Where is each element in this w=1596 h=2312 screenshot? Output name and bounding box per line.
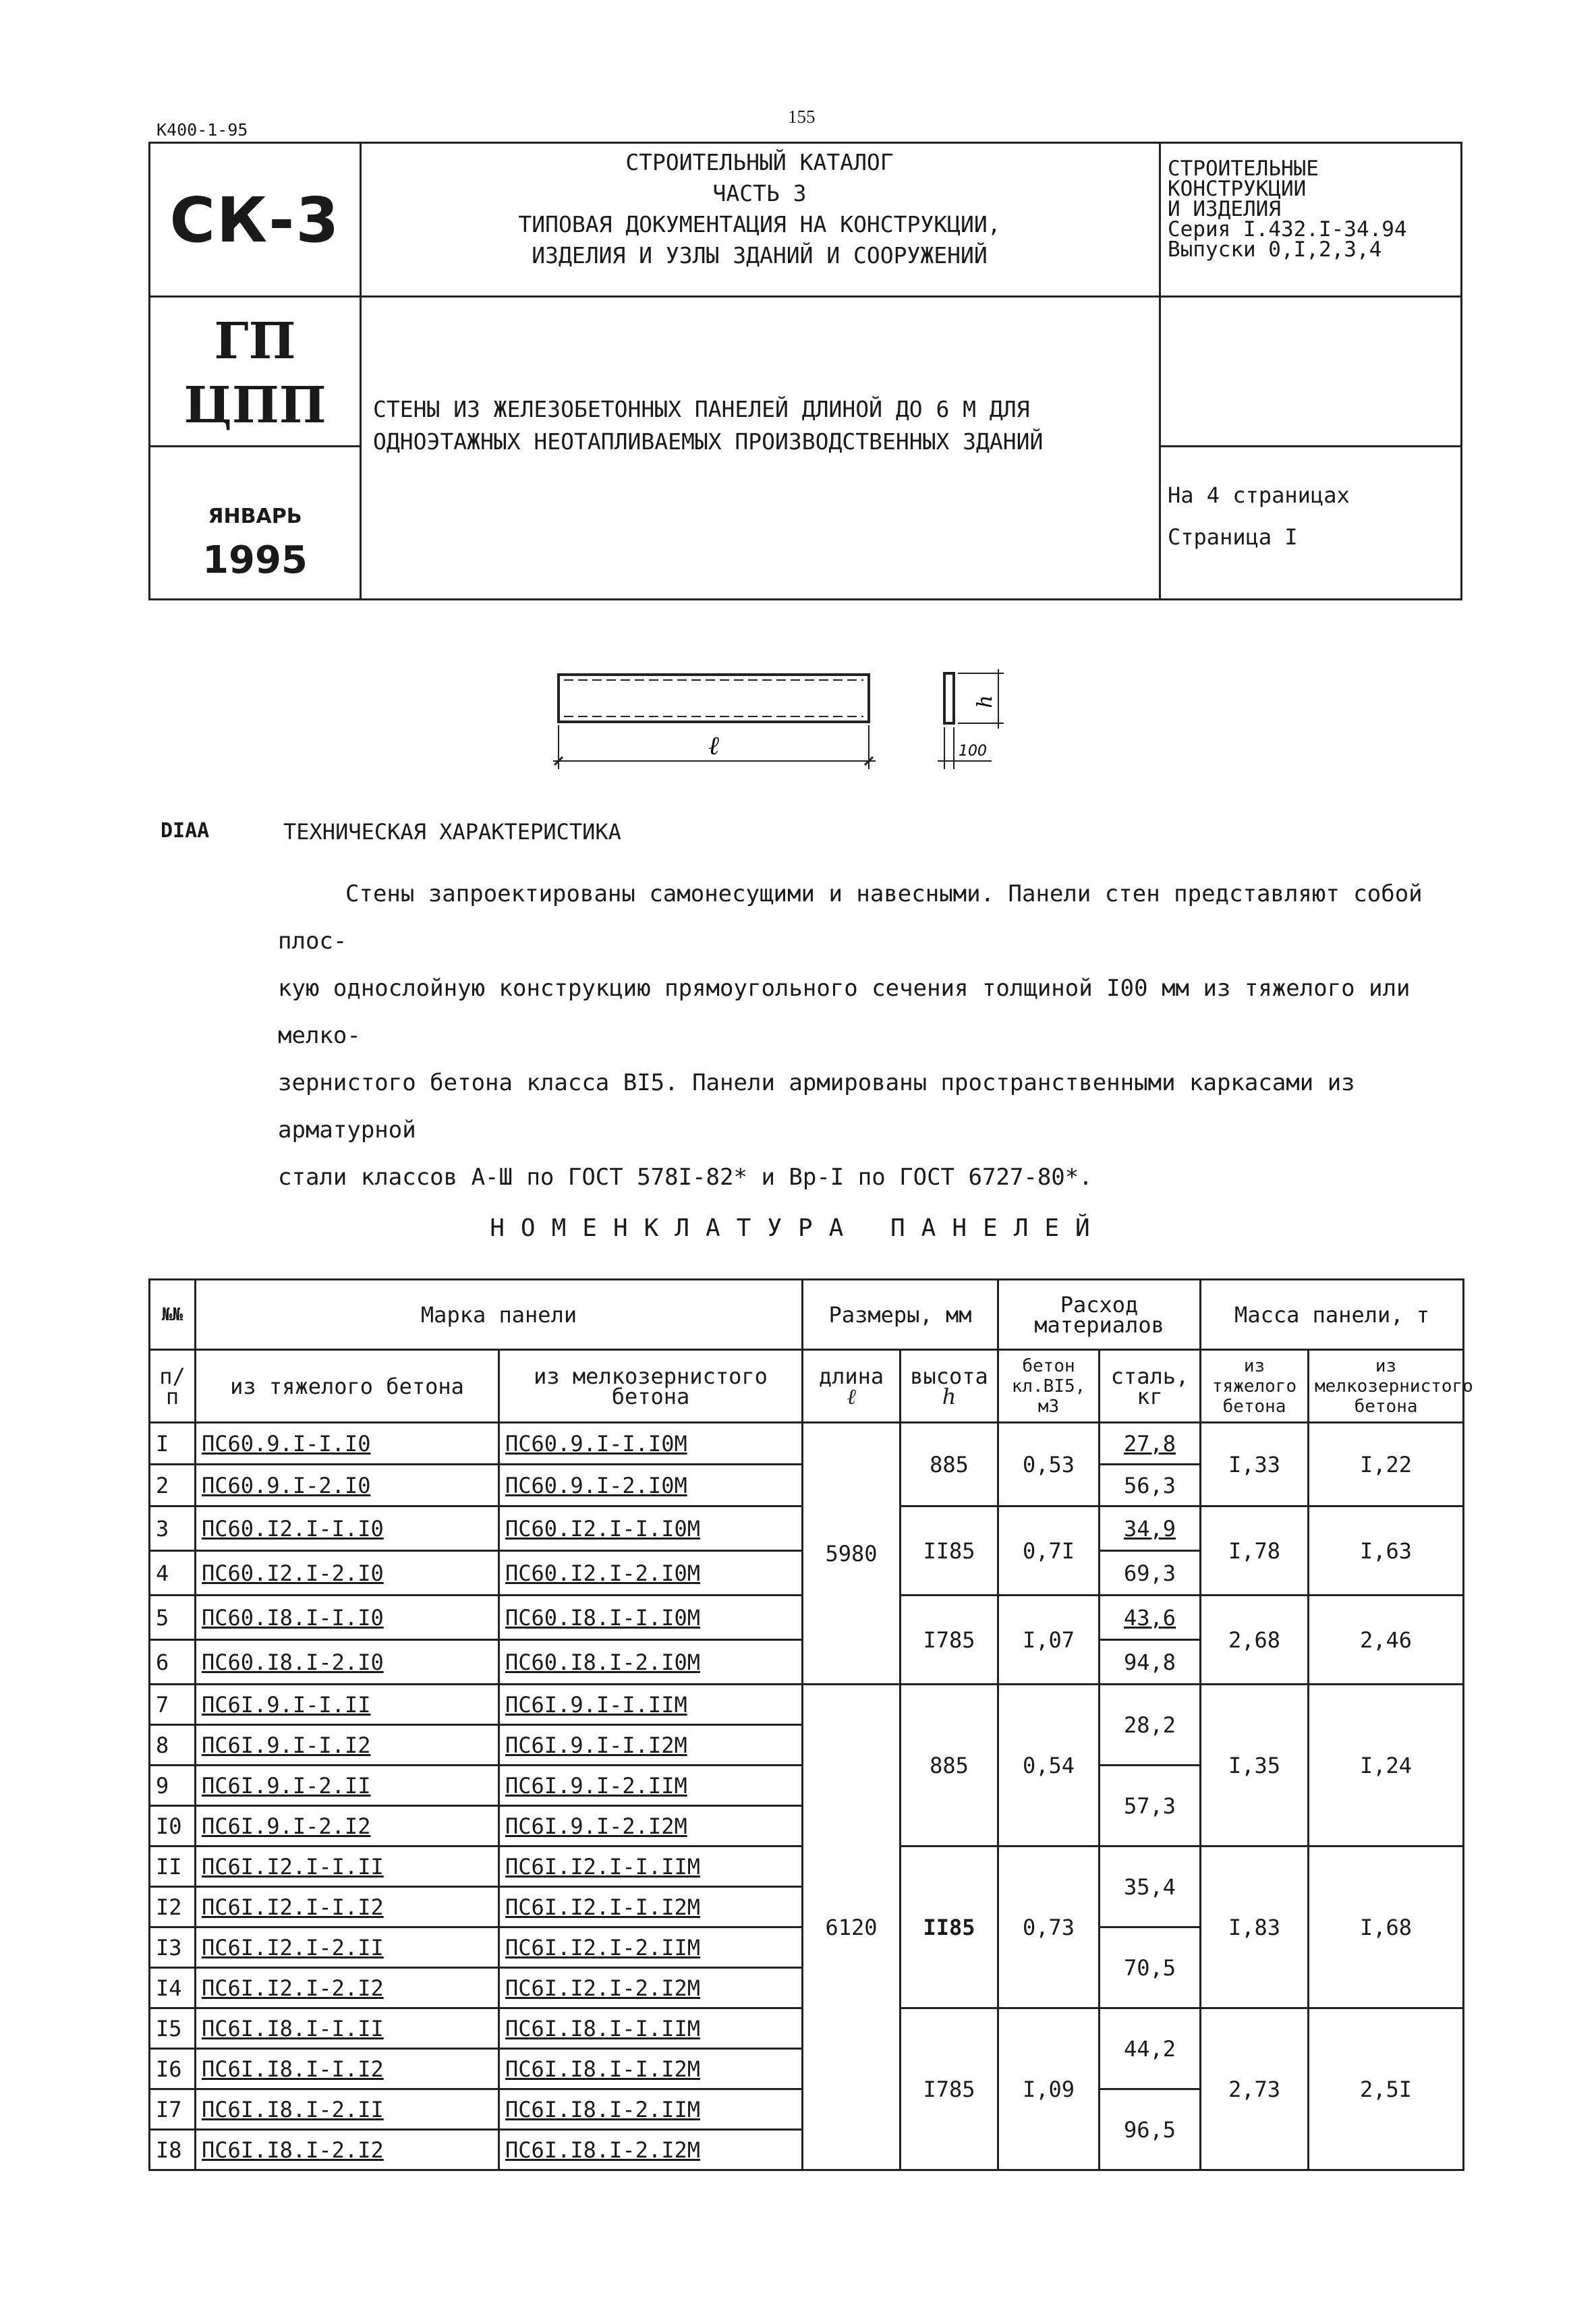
series-line: СТРОИТЕЛЬНЫЕ xyxy=(1168,157,1319,181)
document-code: К400-1-95 xyxy=(156,120,248,140)
catalog-line: ТИПОВАЯ ДОКУМЕНТАЦИЯ НА КОНСТРУКЦИИ, xyxy=(518,211,1001,237)
table-row: I0 ПС6I.9.I-2.I2 ПС6I.9.I-2.I2М xyxy=(150,1806,1464,1846)
table-row: 7 ПС6I.9.I-I.II ПС6I.9.I-I.IIМ 6120 885 0,54 28,2 I,35 I,24 xyxy=(150,1685,1464,1725)
title-line: ОДНОЭТАЖНЫХ НЕОТАПЛИВАЕМЫХ ПРОИЗВОДСТВЕННЫХ ЗДАНИЙ xyxy=(373,428,1044,455)
table-row: 3 ПС60.I2.I-I.I0 ПС60.I2.I-I.I0М II85 0,7I 34,9 I,78 I,63 xyxy=(150,1506,1464,1551)
organization-line2: ЦПП xyxy=(183,376,326,434)
table-row: II ПС6I.I2.I-I.II ПС6I.I2.I-I.IIМ II85 0,73 35,4 I,83 I,68 xyxy=(150,1846,1464,1887)
header-number-pp: п/п xyxy=(150,1350,196,1423)
series-line: И ИЗДЕЛИЯ xyxy=(1168,197,1281,221)
technical-description xyxy=(278,870,1458,1201)
panel-section xyxy=(944,673,954,723)
table-row: I ПС60.9.I-I.I0 ПС60.9.I-I.I0М 5980 885 0,53 27,8 I,33 I,22 xyxy=(150,1423,1464,1465)
header-heavy: из тяжелого бетона xyxy=(196,1350,499,1423)
length-label: ℓ xyxy=(708,731,719,760)
table-row: 4 ПС60.I2.I-2.I0 ПС60.I2.I-2.I0М 69,3 xyxy=(150,1551,1464,1596)
table-row: I8 ПС6I.I8.I-2.I2 ПС6I.I8.I-2.I2М xyxy=(150,2130,1464,2170)
table-row: I4 ПС6I.I2.I-2.I2 ПС6I.I2.I-2.I2М xyxy=(150,1968,1464,2008)
table-row: I7 ПС6I.I8.I-2.II ПС6I.I8.I-2.IIМ 96,5 xyxy=(150,2089,1464,2130)
length-cell: 5980 xyxy=(803,1423,901,1685)
table-title: НОМЕНКЛАТУРА ПАНЕЛЕЙ xyxy=(490,1214,1106,1242)
table-row: I3 ПС6I.I2.I-2.II ПС6I.I2.I-2.IIМ 70,5 xyxy=(150,1927,1464,1968)
table-row: 6 ПС60.I8.I-2.I0 ПС60.I8.I-2.I0М 94,8 xyxy=(150,1640,1464,1685)
issue-year: 1995 xyxy=(202,538,308,582)
height-label: h xyxy=(973,695,997,708)
header-mass: Масса панели, т xyxy=(1201,1280,1464,1350)
table-row: I6 ПС6I.I8.I-I.I2 ПС6I.I8.I-I.I2М xyxy=(150,2049,1464,2089)
header-sizes: Размеры, мм xyxy=(803,1280,998,1350)
table-row: I2 ПС6I.I2.I-I.I2 ПС6I.I2.I-I.I2М xyxy=(150,1887,1464,1927)
header-fine: из мелкозернистого бетона xyxy=(499,1350,803,1423)
series-info xyxy=(1168,159,1407,260)
header-concrete: бетон кл.BI5, м3 xyxy=(998,1350,1100,1423)
panel-nomenclature-table xyxy=(148,1278,1473,2171)
header-steel: сталь, кг xyxy=(1100,1350,1201,1423)
table-row: 9 ПС6I.9.I-2.II ПС6I.9.I-2.IIМ 57,3 xyxy=(150,1766,1464,1806)
table-row: I5 ПС6I.I8.I-I.II ПС6I.I8.I-I.IIМ I785 I,09 44,2 2,73 2,5I xyxy=(150,2008,1464,2049)
table-row: 8 ПС6I.9.I-I.I2 ПС6I.9.I-I.I2М xyxy=(150,1725,1464,1766)
page-info xyxy=(1168,474,1350,558)
panel-elevation xyxy=(559,675,869,722)
header-mass-heavy: из тяжелого бетона xyxy=(1201,1350,1309,1423)
header-materials: Расход материалов xyxy=(998,1280,1201,1350)
catalog-heading xyxy=(362,147,1158,271)
catalog-line: ЧАСТЬ 3 xyxy=(712,180,807,206)
description-line: зернистого бетона класса BI5. Панели армированы пространственными каркасами из арматурной xyxy=(278,1069,1355,1144)
description-line: кую однослойную конструкцию прямоугольного сечения толщиной I00 мм из тяжелого или мелко- xyxy=(278,975,1410,1049)
series-line: Серия I.432.I-34.94 xyxy=(1168,217,1407,242)
table-row: 5 ПС60.I8.I-I.I0 ПС60.I8.I-I.I0М I785 I,07 43,6 2,68 2,46 xyxy=(150,1596,1464,1640)
header-number: №№ xyxy=(150,1280,196,1350)
table-row: 2 ПС60.9.I-2.I0 ПС60.9.I-2.I0М 56,3 xyxy=(150,1465,1464,1506)
section-title: ТЕХНИЧЕСКАЯ ХАРАКТЕРИСТИКА xyxy=(283,819,621,845)
organization-line1: ГП xyxy=(214,312,296,370)
header-length: длина ℓ xyxy=(803,1350,901,1423)
thickness-label: 100 xyxy=(959,743,987,760)
catalog-line: СТРОИТЕЛЬНЫЙ КАТАЛОГ xyxy=(625,149,894,175)
header-mass-fine: из мелкозернистого бетона xyxy=(1309,1350,1464,1423)
page-number: 155 xyxy=(788,107,816,127)
header-height: высота h xyxy=(901,1350,998,1423)
title-block xyxy=(148,142,1462,600)
document-title xyxy=(373,393,1156,458)
catalog-line: ИЗДЕЛИЯ И УЗЛЫ ЗДАНИЙ И СООРУЖЕНИЙ xyxy=(532,242,988,269)
series-line: Выпуски 0,I,2,3,4 xyxy=(1168,237,1382,262)
header-mark: Марка панели xyxy=(196,1280,803,1350)
series-line: КОНСТРУКЦИИ xyxy=(1168,177,1307,201)
section-code: DIAA xyxy=(161,819,210,843)
issue-month: ЯНВАРЬ xyxy=(208,505,302,528)
page-current: Страница I xyxy=(1168,524,1298,550)
title-line: СТЕНЫ ИЗ ЖЕЛЕЗОБЕТОННЫХ ПАНЕЛЕЙ ДЛИНОЙ ДО 6 М ДЛЯ xyxy=(373,396,1030,422)
description-line: Стены запроектированы самонесущими и навесными. Панели стен представляют собой плос- xyxy=(278,880,1423,955)
panel-drawing xyxy=(553,668,1025,796)
length-cell: 6120 xyxy=(803,1685,901,2170)
catalog-logo: СК-3 xyxy=(169,184,341,256)
pages-total: На 4 страницах xyxy=(1168,482,1350,508)
description-line: стали классов А-Ш по ГОСТ 578I-82* и Вр-I по ГОСТ 6727-80*. xyxy=(278,1164,1093,1191)
